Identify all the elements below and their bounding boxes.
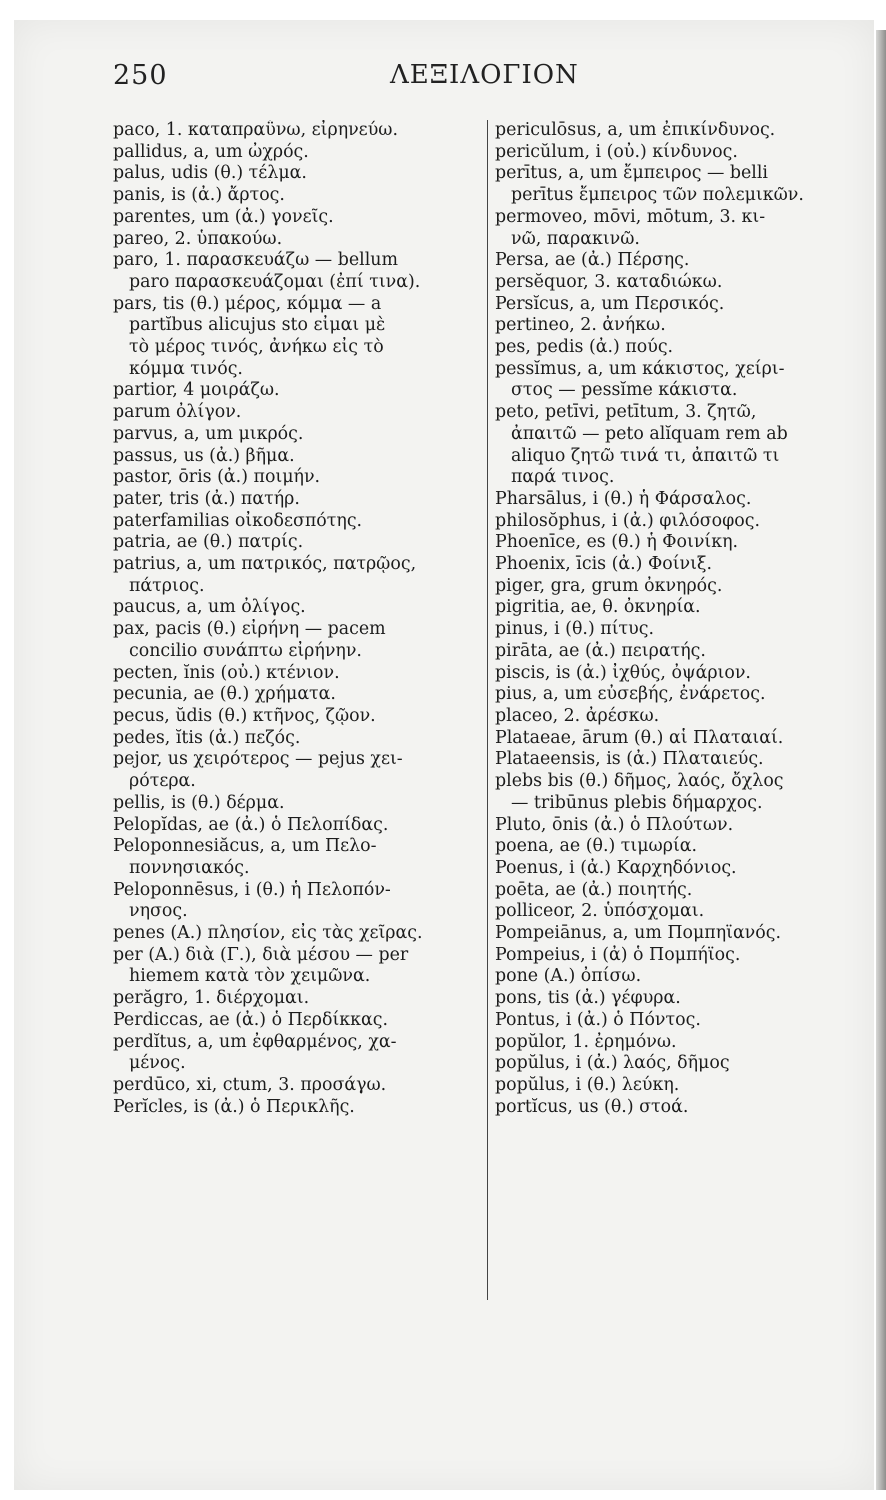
dictionary-entry (495, 684, 857, 706)
entry-headline: perdĭtus, a, um ἐφθαρμένος, χα- (113, 1031, 397, 1052)
entry-headline: Plataeensis, is (ἀ.) Πλαταιεύς. (495, 749, 764, 770)
entry-headline: pater, tris (ἀ.) πατήρ. (113, 488, 300, 509)
dictionary-entry (113, 467, 475, 489)
dictionary-entry (495, 1097, 857, 1119)
dictionary-entry (113, 120, 475, 142)
dictionary-entry (113, 793, 475, 815)
dictionary-entry (495, 880, 857, 902)
dictionary-entry (495, 619, 857, 641)
column-divider (487, 120, 488, 1300)
entry-continuation: στος — pessĭme κάκιστα. (511, 380, 738, 401)
entry-continuation: paro παρασκευάζομαι (ἐπί τινα). (129, 271, 421, 292)
dictionary-entry (113, 424, 475, 446)
dictionary-entry (113, 684, 475, 706)
dictionary-entry (113, 706, 475, 728)
entry-headline: paterfamilias οἰκοδεσπότης. (113, 510, 363, 531)
entry-headline: pastor, ōris (ἀ.) ποιμήν. (113, 467, 321, 488)
entry-continuation: aliquo ζητῶ τινά τι, ἀπαιτῶ τι (511, 445, 780, 466)
dictionary-entry (113, 511, 475, 533)
entry-continuation: ἀπαιτῶ — peto alĭquam rem ab (511, 423, 788, 444)
dictionary-entry (113, 163, 475, 185)
dictionary-entry (495, 142, 857, 164)
entry-continuation: hiemem κατὰ τὸν χειμῶνα. (129, 966, 371, 987)
entry-headline: popŭlus, i (ἀ.) λαός, δῆμος (495, 1053, 730, 1074)
dictionary-entry (113, 229, 475, 251)
page-number: 250 (113, 60, 168, 91)
entry-continuation: κόμμα τινός. (129, 358, 243, 379)
dictionary-entry (495, 923, 857, 945)
entry-headline: Pelopĭdas, ae (ἀ.) ὁ Πελοπίδας. (113, 814, 389, 835)
dictionary-entry (113, 923, 475, 945)
dictionary-entry (113, 728, 475, 750)
entry-headline: passus, us (ἀ.) βῆμα. (113, 445, 295, 466)
entry-headline: penes (A.) πλησίον, εἰς τὰς χεῖρας. (113, 923, 423, 944)
entry-headline: per (A.) διὰ (Γ.), διὰ μέσου — per (113, 944, 409, 965)
entry-headline: pons, tis (ἀ.) γέφυρα. (495, 988, 681, 1009)
entry-headline: pessĭmus, a, um κάκιστος, χείρι- (495, 358, 785, 379)
entry-headline: Peloponnēsus, i (θ.) ἡ Πελοπόν- (113, 879, 391, 900)
entry-headline: pigritia, ae, θ. ὀκνηρία. (495, 597, 701, 618)
entry-continuation: πάτριος. (129, 575, 205, 596)
right-column (495, 120, 857, 1118)
dictionary-entry (113, 489, 475, 511)
dictionary-entry (495, 207, 857, 250)
entry-headline: Pontus, i (ἀ.) ὁ Πόντος. (495, 1009, 701, 1030)
entry-headline: parvus, a, um μικρός. (113, 423, 304, 444)
entry-continuation: τὸ μέρος τινός, ἀνήκω εἰς τὸ (129, 337, 384, 358)
entry-headline: Perĭcles, is (ἀ.) ὁ Περικλῆς. (113, 1096, 355, 1117)
entry-headline: pallidus, a, um ὠχρός. (113, 141, 309, 162)
dictionary-entry (495, 966, 857, 988)
entry-headline: portĭcus, us (θ.) στοά. (495, 1096, 689, 1117)
entry-headline: perăgro, 1. διέρχομαι. (113, 988, 310, 1009)
dictionary-entry (113, 1075, 475, 1097)
entry-headline: parentes, um (ἀ.) γονεῖς. (113, 206, 334, 227)
dictionary-entry (495, 815, 857, 837)
running-title: ΛΕΞΙΛΟΓΙΟΝ (390, 60, 579, 90)
entry-headline: partior, 4 μοιράζω. (113, 380, 280, 401)
entry-headline: pius, a, um εὐσεβής, ἐνάρετος. (495, 684, 766, 705)
entry-headline: Phoenīce, es (θ.) ἡ Φοινίκη. (495, 532, 739, 553)
dictionary-entry (495, 511, 857, 533)
dictionary-entry (113, 1097, 475, 1119)
entry-headline: pirāta, ae (ἀ.) πειρατής. (495, 640, 706, 661)
dictionary-entry (113, 532, 475, 554)
entry-continuation: νῶ, παρακινῶ. (511, 228, 640, 249)
dictionary-entry (495, 120, 857, 142)
dictionary-entry (495, 315, 857, 337)
entry-headline: pinus, i (θ.) πίτυς. (495, 619, 654, 640)
dictionary-entry (495, 1053, 857, 1075)
dictionary-entry (495, 988, 857, 1010)
entry-continuation: — tribūnus plebis δήμαρχος. (511, 792, 763, 813)
dictionary-entry (113, 554, 475, 597)
entry-headline: perdūco, xi, ctum, 3. προσάγω. (113, 1074, 387, 1095)
entry-headline: pone (A.) ὀπίσω. (495, 966, 642, 987)
entry-headline: panis, is (ἀ.) ἄρτος. (113, 185, 285, 206)
entry-headline: patria, ae (θ.) πατρίς. (113, 532, 304, 553)
entry-headline: Poenus, i (ἀ.) Καρχηδόνιος. (495, 857, 737, 878)
entry-continuation: παρά τινος. (511, 467, 615, 488)
entry-headline: persĕquor, 3. καταδιώκω. (495, 271, 723, 292)
entry-headline: plebs bis (θ.) δῆμος, λαός, ὄχλος (495, 771, 784, 792)
entry-headline: polliceor, 2. ὑπόσχομαι. (495, 901, 705, 922)
dictionary-entry (495, 597, 857, 619)
entry-headline: Pompeius, i (ἀ) ὁ Πομπήϊος. (495, 944, 741, 965)
dictionary-entry (113, 380, 475, 402)
entry-headline: pericŭlum, i (οὐ.) κίνδυνος. (495, 141, 738, 162)
entry-headline: Pharsālus, i (θ.) ἡ Φάρσαλος. (495, 488, 752, 509)
dictionary-entry (495, 749, 857, 771)
dictionary-entry (113, 836, 475, 879)
dictionary-entry (113, 749, 475, 792)
dictionary-entry (113, 597, 475, 619)
dictionary-entry (495, 489, 857, 511)
entry-continuation: ποννησιακός. (129, 857, 250, 878)
entry-headline: piger, gra, grum ὀκνηρός. (495, 575, 723, 596)
dictionary-entry (495, 554, 857, 576)
dictionary-entry (113, 402, 475, 424)
entry-headline: pecus, ŭdis (θ.) κτῆνος, ζῷον. (113, 705, 376, 726)
dictionary-entry (495, 359, 857, 402)
dictionary-entry (495, 858, 857, 880)
entry-headline: pedes, ĭtis (ἀ.) πεζός. (113, 727, 301, 748)
dictionary-entry (113, 1010, 475, 1032)
dictionary-entry (113, 185, 475, 207)
dictionary-entry (113, 446, 475, 468)
dictionary-entry (495, 532, 857, 554)
page-edge-shadow (876, 30, 886, 1490)
entry-headline: Persĭcus, a, um Περσικός. (495, 293, 725, 314)
entry-headline: paco, 1. καταπραΰνω, εἰρηνεύω. (113, 120, 398, 140)
dictionary-entry (495, 1010, 857, 1032)
entry-headline: pecten, ĭnis (οὐ.) κτένιον. (113, 662, 340, 683)
entry-headline: pertineo, 2. ἀνήκω. (495, 315, 666, 336)
dictionary-entry (113, 619, 475, 662)
dictionary-entry (495, 163, 857, 206)
dictionary-entry (495, 663, 857, 685)
dictionary-entry (113, 1032, 475, 1075)
entry-continuation: concilio συνάπτω εἰρήνην. (129, 640, 362, 661)
entry-continuation: μένος. (129, 1053, 186, 1074)
entry-continuation: perītus ἔμπειρος τῶν πολεμικῶν. (511, 185, 804, 206)
dictionary-entry (495, 576, 857, 598)
entry-headline: Perdiccas, ae (ἀ.) ὁ Περδίκκας. (113, 1009, 389, 1030)
entry-headline: parum ὀλίγον. (113, 402, 242, 423)
dictionary-entry (113, 250, 475, 293)
entry-headline: Peloponnesiăcus, a, um Πελο- (113, 836, 377, 857)
entry-headline: Pluto, ōnis (ἀ.) ὁ Πλούτων. (495, 814, 734, 835)
dictionary-entry (113, 945, 475, 988)
entry-headline: perītus, a, um ἔμπειρος — belli (495, 163, 768, 184)
dictionary-entry (495, 1075, 857, 1097)
entry-headline: pax, pacis (θ.) εἰρήνη — pacem (113, 619, 386, 640)
entry-headline: peto, petīvi, petītum, 3. ζητῶ, (495, 402, 757, 423)
entry-headline: placeo, 2. ἀρέσκω. (495, 705, 660, 726)
dictionary-entry (495, 1032, 857, 1054)
dictionary-entry (495, 901, 857, 923)
entry-headline: poēta, ae (ἀ.) ποιητής. (495, 879, 693, 900)
dictionary-entry (495, 836, 857, 858)
dictionary-entry (113, 207, 475, 229)
entry-continuation: ρότερα. (129, 771, 196, 792)
dictionary-entry (113, 988, 475, 1010)
entry-continuation: νησος. (129, 901, 188, 922)
entry-headline: poena, ae (θ.) τιμωρία. (495, 836, 698, 857)
dictionary-entry (495, 706, 857, 728)
dictionary-entry (113, 880, 475, 923)
entry-headline: popŭlor, 1. ἐρημόνω. (495, 1031, 677, 1052)
dictionary-entry (113, 294, 475, 381)
dictionary-entry (113, 815, 475, 837)
entry-headline: pellis, is (θ.) δέρμα. (113, 792, 285, 813)
entry-headline: Persa, ae (ἀ.) Πέρσης. (495, 250, 690, 271)
entry-headline: pes, pedis (ἀ.) πούς. (495, 337, 674, 358)
dictionary-entry (495, 771, 857, 814)
entry-headline: permoveo, mōvi, mōtum, 3. κι- (495, 206, 766, 227)
entry-headline: paro, 1. παρασκευάζω — bellum (113, 250, 398, 271)
dictionary-entry (495, 402, 857, 489)
entry-headline: periculōsus, a, um ἐπικίνδυνος. (495, 120, 776, 140)
dictionary-entry (495, 250, 857, 272)
entry-headline: paucus, a, um ὀλίγος. (113, 597, 306, 618)
entry-headline: Phoenix, īcis (ἀ.) Φοίνιξ. (495, 554, 713, 575)
dictionary-entry (495, 945, 857, 967)
entry-headline: pejor, us χειρότερος — pejus χει- (113, 749, 403, 770)
entry-headline: piscis, is (ἀ.) ἰχθύς, ὀψάριον. (495, 662, 751, 683)
dictionary-entry (113, 663, 475, 685)
left-column (113, 120, 475, 1118)
entry-headline: patrius, a, um πατρικός, πατρῷος, (113, 554, 417, 575)
dictionary-entry (113, 142, 475, 164)
entry-headline: Plataeae, ārum (θ.) αἱ Πλαταιαί. (495, 727, 784, 748)
entry-headline: pecunia, ae (θ.) χρήματα. (113, 684, 336, 705)
dictionary-entry (495, 337, 857, 359)
entry-headline: pars, tis (θ.) μέρος, κόμμα — a (113, 293, 382, 314)
entry-continuation: partĭbus alicujus sto εἶμαι μὲ (129, 315, 386, 336)
dictionary-entry (495, 272, 857, 294)
entry-headline: palus, udis (θ.) τέλμα. (113, 163, 307, 184)
dictionary-entry (495, 294, 857, 316)
entry-headline: Pompeiānus, a, um Πομπηϊανός. (495, 923, 781, 944)
entry-headline: philosŏphus, i (ἀ.) φιλόσοφος. (495, 510, 761, 531)
entry-headline: popŭlus, i (θ.) λεύκη. (495, 1074, 680, 1095)
dictionary-entry (495, 728, 857, 750)
dictionary-entry (495, 641, 857, 663)
entry-headline: pareo, 2. ὑπακούω. (113, 228, 283, 249)
